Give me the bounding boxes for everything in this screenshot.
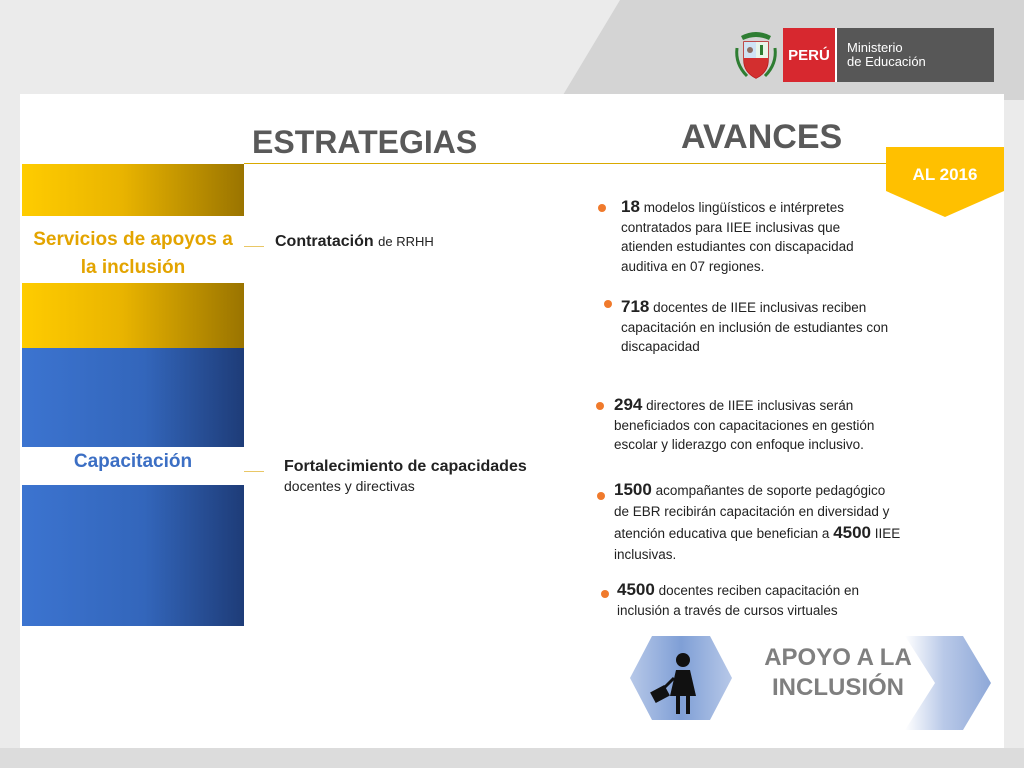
achievement-2 (621, 297, 888, 357)
title-avances: AVANCES (681, 118, 843, 156)
achievement-1 (621, 197, 854, 276)
bottom-strip (0, 748, 1024, 768)
achievement-2-first: docentes de IIEE inclusivas reciben (653, 300, 867, 315)
strategy-2-sub: docentes y directivas (284, 478, 415, 494)
achievement-4-line3-post: IIEE (874, 526, 901, 541)
strategy-1-rest: de RRHH (378, 234, 434, 249)
achievement-2-line: discapacidad (621, 339, 700, 354)
strategy-contratacion (275, 233, 434, 251)
bullet-icon (601, 590, 609, 598)
title-estrategias: ESTRATEGIAS (252, 124, 478, 160)
achievement-5 (617, 580, 859, 620)
blue-block-bottom (22, 485, 244, 626)
achievement-3 (614, 395, 874, 455)
logo-country: PERÚ (783, 28, 835, 82)
achievement-1-first: modelos lingüísticos e intérpretes (643, 200, 845, 215)
achievement-1-num: 18 (621, 197, 640, 216)
logo-ministry-line1: Ministerio (847, 40, 903, 55)
logo-ministry (835, 28, 994, 82)
apoyo-line1: APOYO A LA (764, 644, 912, 671)
ribbon-label: AL 2016 (912, 165, 978, 184)
achievement-2-num: 718 (621, 297, 650, 316)
bullet-icon (604, 300, 612, 308)
apoyo-title (760, 643, 916, 703)
bullet-icon (596, 402, 604, 410)
achievement-1-line: atienden estudiantes con discapacidad (621, 239, 854, 254)
logo-ministry-line2: de Educación (847, 54, 926, 69)
strategy-fortalecimiento (284, 458, 527, 494)
ministry-logo (733, 28, 994, 82)
achievement-4-line3-num: 4500 (833, 523, 872, 542)
label-capacitacion: Capacitación (73, 451, 193, 472)
bullet-icon (597, 492, 605, 500)
achievement-4-num: 1500 (614, 480, 652, 499)
achievement-4 (614, 479, 900, 565)
connector-1 (244, 246, 264, 247)
gold-block-bottom (22, 283, 244, 348)
blue-block-top (22, 348, 244, 447)
strategy-1-bold: Contratación (275, 233, 374, 250)
label-servicios-line2: la inclusión (80, 257, 186, 278)
label-servicios-line1: Servicios de apoyos a (33, 229, 233, 250)
achievement-3-line: escolar y liderazgo con enfoque inclusivo. (614, 437, 864, 452)
achievement-3-line: beneficiados con capacitaciones en gestión (614, 417, 875, 433)
bullet-icon (598, 204, 606, 212)
achievement-1-line: auditiva en 07 regiones. (621, 258, 765, 274)
achievement-4-line2: de EBR recibirán capacitación en diversidad y (614, 504, 890, 519)
peru-coat-of-arms-icon (733, 28, 779, 82)
achievement-4-line4: inclusivas. (614, 547, 677, 562)
apoyo-line2: INCLUSIÓN (772, 674, 904, 701)
title-divider (244, 163, 888, 164)
achievement-5-line: inclusión a través de cursos virtuales (617, 602, 838, 618)
achievement-3-first: directores de IIEE inclusivas serán (646, 398, 854, 413)
achievement-1-line: contratados para IIEE inclusivas que (621, 219, 841, 235)
gold-block-top (22, 164, 244, 216)
achievement-3-num: 294 (614, 395, 643, 414)
label-servicios (22, 226, 244, 282)
achievement-5-first: docentes reciben capacitación en (658, 583, 859, 598)
teacher-with-briefcase-icon (630, 636, 732, 720)
chevron-right-icon (905, 636, 991, 730)
strategy-2-main: Fortalecimiento de capacidades (284, 458, 527, 475)
achievement-2-line: capacitación en inclusión de estudiantes con (621, 319, 889, 335)
connector-2 (244, 471, 264, 472)
achievement-4-line3-pre: atención educativa que benefician a (614, 526, 830, 541)
achievement-4-first: acompañantes de soporte pedagógico (655, 483, 886, 498)
achievement-5-num: 4500 (617, 580, 655, 599)
